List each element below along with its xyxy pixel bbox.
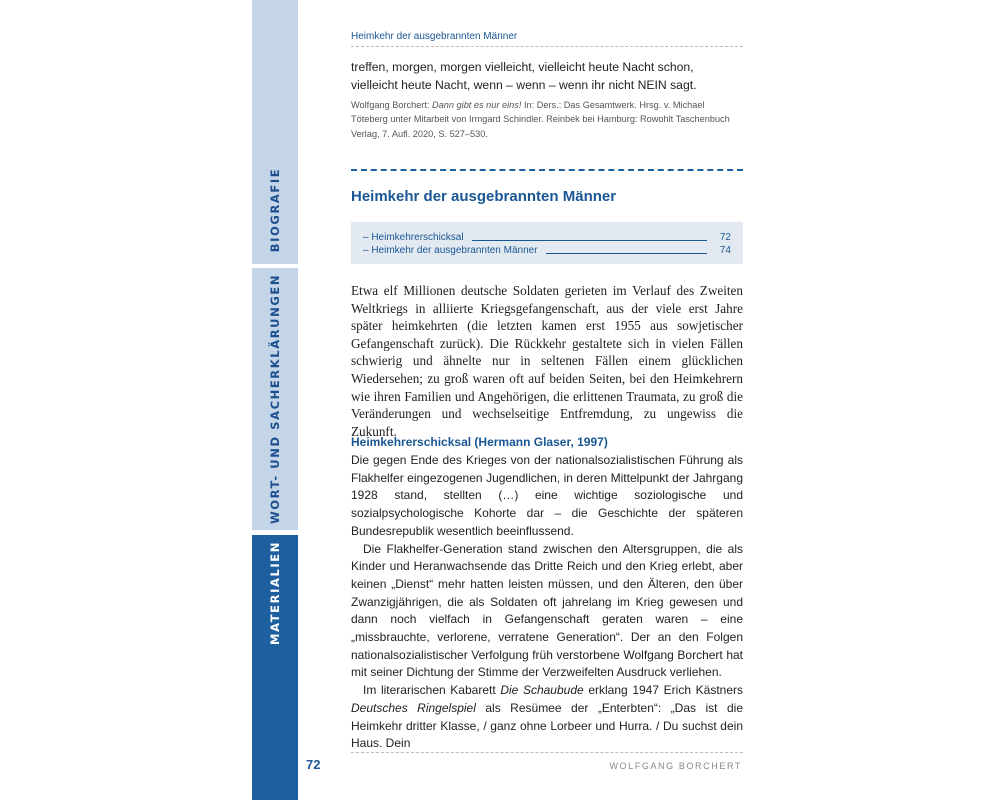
toc-entry[interactable]: [363, 243, 731, 256]
text-run: Im literarischen Kabarett: [363, 683, 501, 698]
tab-wort-und-sacherklaerungen[interactable]: [252, 268, 298, 530]
toc-entry-label: – Heimkehrerschicksal: [363, 232, 464, 243]
footer-divider: [351, 752, 743, 753]
toc-entry-page: 74: [719, 245, 731, 256]
section-divider: [351, 169, 743, 171]
source-note-prefix: Wolfgang Borchert:: [351, 100, 433, 110]
toc-leader-line: [472, 240, 707, 241]
header-divider: [351, 46, 743, 47]
source-note-title: Dann gibt es nur eins!: [432, 100, 522, 110]
tab-materialien[interactable]: [252, 535, 298, 800]
toc-box: [351, 222, 743, 264]
toc-entry[interactable]: [363, 230, 731, 243]
footer-author: WOLFGANG BORCHERT: [609, 761, 742, 771]
sidebar: [252, 0, 298, 800]
toc-entry-page: 72: [719, 232, 731, 243]
work-title-ringelspiel: Deutsches Ringelspiel: [351, 700, 476, 715]
running-head: Heimkehr der ausgebrannten Männer: [351, 31, 518, 42]
section-title: Heimkehr der ausgebrannten Männer: [351, 188, 617, 205]
text-run: als Resümee der „Enterbten“: „Das ist die Heimkehr dritter Klasse, / ganz ohne Lorbeer und Hurra. / Du suchst dein Haus. Dein: [351, 700, 743, 751]
tab-biografie-label: BIOGRAFIE: [268, 167, 282, 253]
text-run: erklang 1947 Erich Kästners: [583, 683, 743, 698]
work-title-schaubude: Die Schaubude: [500, 683, 584, 698]
toc-entry-label: – Heimkehr der ausgebrannten Männer: [363, 245, 538, 256]
article-body: [351, 452, 743, 753]
tab-biografie[interactable]: [252, 0, 298, 264]
article-paragraph: [351, 682, 743, 753]
section-intro-paragraph: Etwa elf Millionen deutsche Soldaten gerieten im Verlauf des Zweiten Weltkriegs in alliierte Kriegsgefangenschaft, aus der viele erst Jahre später heimkehrten (die letzten kamen erst 1955 aus sowjetischer Gefangenschaft zurück). Die Rückkehr gestaltete sich in vielen Fällen schwierig und ähnelte nur in seltenen Fällen einem glücklichen Wiedersehen; zu groß waren oft auf beiden Seiten, bei den Heimkehrern wie ihren Familien und Angehörigen, die erlittenen Traumata, zu groß die Veränderungen und wechselseitige Entfremdung, zu ungewiss die Zukunft.: [351, 283, 743, 439]
source-note-rest: In: Ders.: Das Gesamtwerk. Hrsg. v. Michael Töteberg unter Mitarbeit von Irmgard Schindler. Reinbek bei Hamburg: Rowohlt Taschenbuch Verlag, 7. Aufl. 2020, S. 527–530.: [351, 100, 730, 139]
source-note: [351, 98, 743, 141]
tab-materialien-label: MATERIALIEN: [268, 540, 282, 645]
page-number: 72: [306, 757, 321, 772]
quote-continuation: treffen, morgen, morgen vielleicht, vielleicht heute Nacht schon, vielleicht heute Nacht, wenn – wenn – wenn ihr nicht NEIN sagt.: [351, 60, 697, 92]
toc-leader-line: [546, 253, 707, 254]
article-paragraph: Die Flakhelfer-Generation stand zwischen den Altersgruppen, die als Kinder und Heranwachsende das Dritte Reich und den Krieg erlebt, aber keinen „Dienst“ mehr hatten leisten müssen, und den Älteren, den über Zwanzigjährigen, die als Soldaten oft jahrelang im Krieg gewesen und dann noch vielfach in Gefangenschaft geraten waren – eine „missbrauchte, verlorene, verratene Generation“. Der an den Folgen nationalsozialistischer Verfolgung früh verstorbene Wolfgang Borchert hat mit seiner Dichtung der Stimme der Verzweifelten Ausdruck verliehen.: [351, 541, 743, 680]
article-paragraph: Die gegen Ende des Krieges von der nationalsozialistischen Führung als Flakhelfer eingezogenen Jugendlichen, in deren Mittelpunkt der Jahrgang 1928 stand, stellten (…) eine wichtige soziologische und sozialpsychologische Kohorte dar – die Geschichte der späteren Bundesrepublik wesentlich beeinflussend.: [351, 453, 743, 538]
tab-wort-und-sacherklaerungen-label: WORT- UND SACHERKLÄRUNGEN: [268, 273, 283, 525]
article-title: Heimkehrerschicksal (Hermann Glaser, 1997): [351, 435, 608, 449]
